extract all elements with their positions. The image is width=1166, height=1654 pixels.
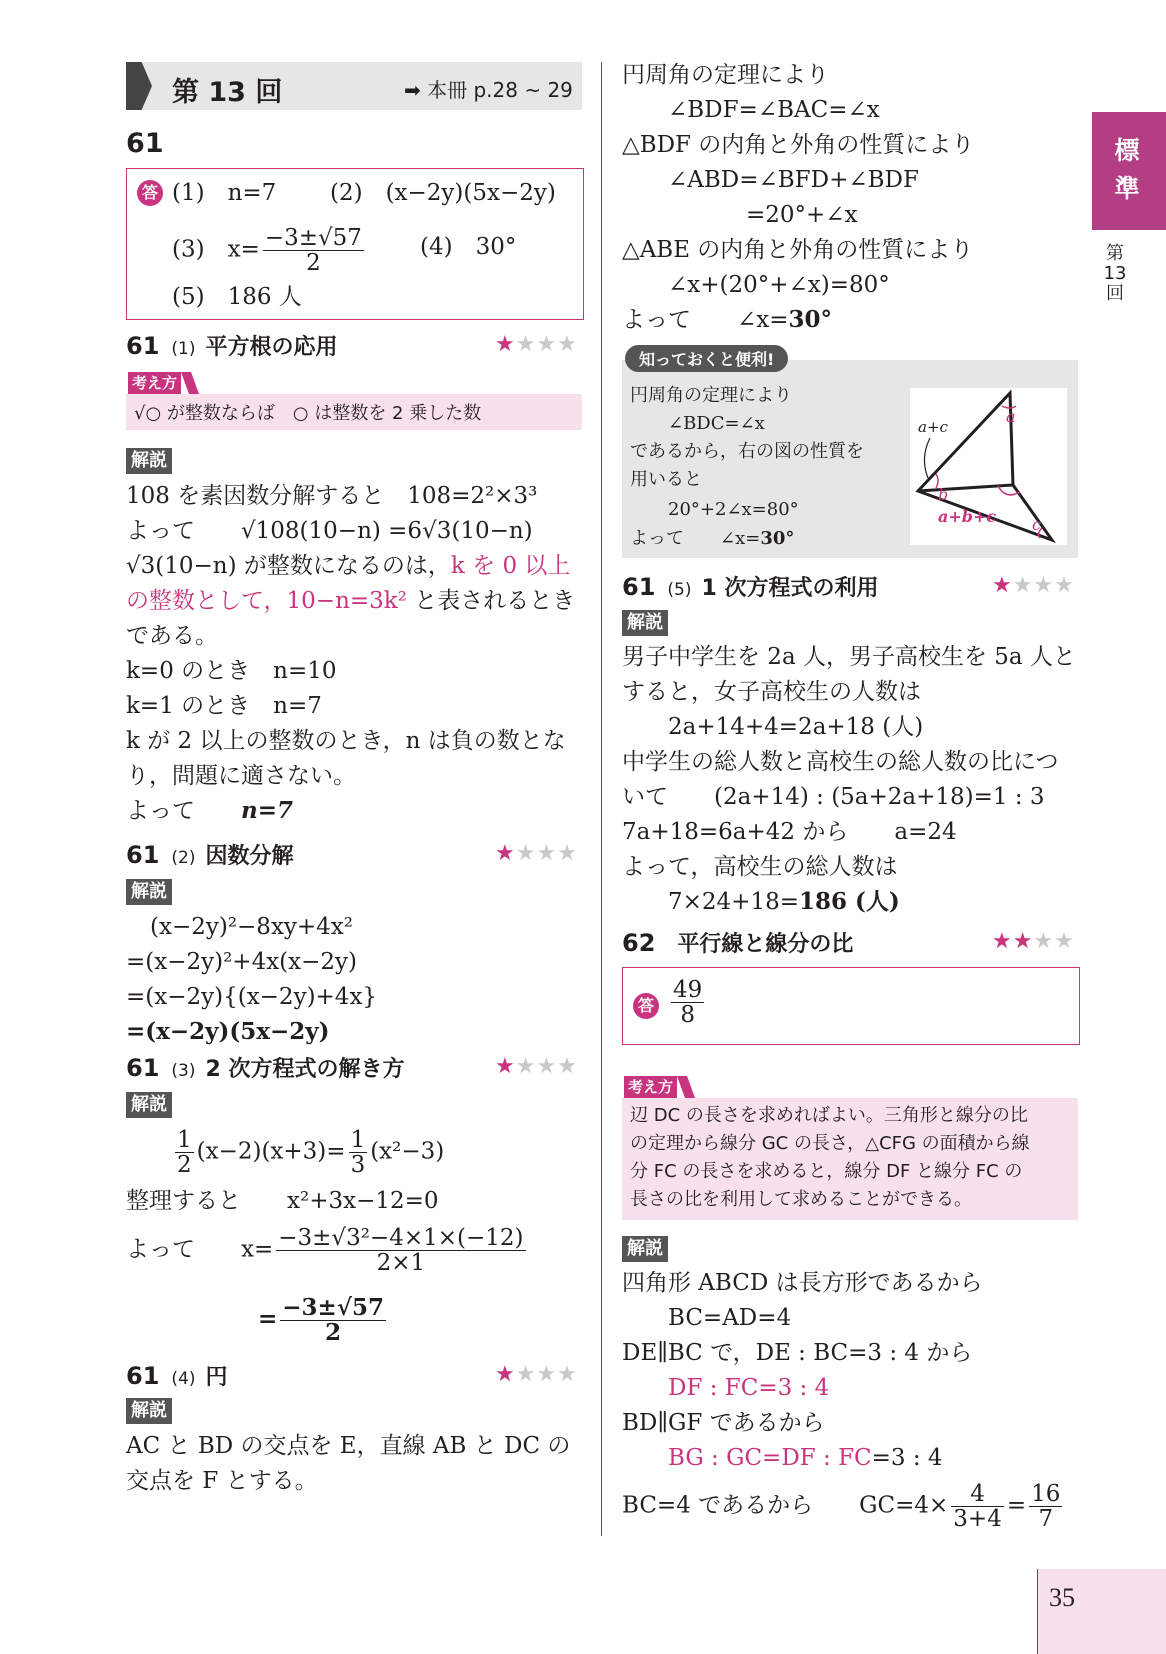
tip-line: 20°+2∠x=80°	[668, 499, 799, 520]
difficulty-stars-61-2: ★★★★	[495, 841, 578, 866]
heading-num: 61	[126, 1054, 160, 1082]
sol-line	[668, 1441, 943, 1475]
sol-line	[668, 885, 900, 919]
sol-line: k=1 のとき n=7	[126, 693, 322, 719]
tip-tag: 知っておくと便利!	[625, 345, 788, 372]
heading-part: (3)	[171, 1061, 196, 1081]
tip-line: であるから，右の図の性質を	[630, 441, 864, 462]
sol-line: いて (2a+14) : (5a+2a+18)=1 : 3	[622, 784, 1045, 810]
fraction	[349, 1128, 368, 1177]
fraction	[1029, 1482, 1062, 1531]
denominator: 2	[325, 1319, 342, 1347]
sol-line: ∠ABD=∠BFD+∠BDF	[668, 167, 919, 193]
heading-title: 平方根の応用	[205, 335, 338, 360]
fraction	[280, 1296, 386, 1345]
heading-part: (4)	[171, 1369, 196, 1389]
solution-label: 解説	[126, 1092, 172, 1118]
answer-1: (1) n=7	[172, 180, 277, 206]
sol-line: 四角形 ABCD は長方形であるから	[622, 1270, 983, 1296]
sol-text: √3(10−n) が整数になるのは，	[126, 553, 451, 579]
side-lesson-label: 第13回	[1103, 243, 1127, 304]
sol-text: と表されるとき	[406, 588, 576, 614]
numerator: 16	[1031, 1481, 1061, 1507]
difficulty-stars-62: ★★★★	[992, 929, 1075, 954]
sol-line: =(x−2y)²+4x(x−2y)	[126, 949, 357, 975]
triangle-figure	[910, 388, 1067, 545]
heading-title: 因数分解	[205, 844, 294, 869]
solution-label: 解説	[126, 1398, 172, 1424]
heading-part: (1)	[171, 339, 196, 359]
sol-line	[126, 584, 575, 618]
sol-text: (x−2)(x+3)=	[196, 1138, 346, 1165]
fraction	[175, 1128, 194, 1177]
denominator: 2×1	[376, 1250, 426, 1277]
answer-3	[172, 226, 367, 275]
solution-label: 解説	[622, 1236, 668, 1262]
section-heading-61-4	[126, 1360, 228, 1391]
sol-line: である。	[126, 623, 218, 649]
difficulty-stars-61-3: ★★★★	[495, 1054, 578, 1079]
sol-result	[258, 1296, 389, 1345]
sol-line: DE∥BC で，DE : BC=3 : 4 から	[622, 1340, 973, 1366]
denominator: 7	[1038, 1506, 1054, 1533]
hint-label: 考え方	[128, 372, 181, 394]
section-heading-61-2	[126, 839, 294, 870]
section-heading-61-3	[126, 1052, 404, 1083]
heading-title: 1 次方程式の利用	[701, 576, 879, 601]
answer-4: (4) 30°	[420, 234, 517, 260]
hint-line: の定理から線分 GC の長さ，△CFG の面積から線	[630, 1133, 1030, 1154]
heading-title: 平行線と線分の比	[677, 932, 854, 957]
tip-line	[630, 525, 794, 553]
sol-line: k が 2 以上の整数のとき，n は負の数とな	[126, 728, 566, 754]
sol-highlight: の整数として，10−n=3k²	[126, 588, 407, 614]
column-divider	[601, 62, 602, 1536]
denominator: 3+4	[953, 1506, 1002, 1533]
label-a-plus-b-plus-c: a+b+c	[938, 507, 997, 526]
hint-line: 辺 DC の長さを求めればよい。三角形と線分の比	[630, 1105, 1028, 1126]
sol-line: 交点を F とする。	[126, 1468, 318, 1494]
section-heading-62	[622, 927, 853, 958]
label-a: a	[1006, 407, 1016, 426]
hint-label: 考え方	[624, 1076, 677, 1098]
solution-label: 解説	[622, 610, 668, 636]
sol-line	[622, 1482, 1065, 1531]
answer-badge: 答	[137, 180, 163, 206]
tip-line: 用いると	[630, 469, 702, 490]
sol-line: すると，女子高校生の人数は	[622, 679, 921, 705]
sol-text: =	[1006, 1492, 1027, 1519]
sol-line: AC と BD の交点を E，直線 AB と DC の	[126, 1433, 571, 1459]
fraction	[951, 1482, 1004, 1531]
sol-highlight: DF : FC=3 : 4	[668, 1375, 830, 1401]
hint-line: 分 FC の長さを求めると，線分 DF と線分 FC の	[630, 1161, 1023, 1182]
sol-text: =3 : 4	[871, 1445, 943, 1471]
numerator: 49	[673, 977, 703, 1003]
sol-line: BD∥GF であるから	[622, 1410, 825, 1436]
sol-line	[126, 794, 293, 828]
sol-line	[172, 1128, 444, 1177]
sol-line: ∠BDF=∠BAC=∠x	[668, 97, 880, 123]
page-number: 35	[1049, 1583, 1075, 1612]
numerator: 1	[177, 1127, 192, 1153]
heading-title: 円	[205, 1365, 228, 1390]
numerator: −3±√3²−4×1×(−12)	[278, 1225, 524, 1251]
numerator: −3±√57	[282, 1294, 384, 1321]
fraction	[671, 978, 704, 1027]
heading-title: 2 次方程式の解き方	[205, 1057, 405, 1082]
hint-text: √○ が整数ならば ○ は整数を 2 乗した数	[134, 403, 482, 424]
solution-label: 解説	[126, 448, 172, 474]
label-a-plus-c: a+c	[918, 418, 948, 436]
heading-part: (2)	[171, 848, 196, 868]
fraction	[276, 1226, 525, 1275]
difficulty-stars-61-4: ★★★★	[495, 1362, 578, 1387]
label-b: b	[938, 485, 949, 504]
section-heading-61-5	[622, 571, 878, 602]
sol-result: 186 (人)	[798, 888, 900, 915]
sol-line: 2a+14+4=2a+18 (人)	[668, 714, 924, 740]
answer-3-numerator: −3±√57	[264, 225, 362, 251]
answer-badge: 答	[633, 993, 659, 1019]
sol-line: k=0 のとき n=10	[126, 658, 337, 684]
tip-line: ∠BDC=∠x	[668, 413, 765, 434]
level-tab	[1092, 112, 1166, 230]
sol-line: 円周角の定理により	[622, 62, 829, 88]
pointer-curve	[924, 438, 930, 478]
numerator: 1	[350, 1127, 366, 1153]
sol-line: =20°+∠x	[746, 202, 858, 228]
tip-result: 30°	[760, 528, 795, 549]
denominator: 2	[177, 1152, 192, 1179]
heading-num: 61	[126, 841, 160, 869]
sol-line: (x−2y)²−8xy+4x²	[150, 914, 354, 940]
sol-line: 7a+18=6a+42 から a=24	[622, 819, 957, 845]
sol-line	[622, 303, 832, 337]
sol-line: BC=AD=4	[668, 1305, 792, 1331]
sol-text: (x²−3)	[370, 1138, 445, 1165]
sol-line: ∠x+(20°+∠x)=80°	[668, 272, 890, 298]
heading-num: 61	[622, 573, 656, 601]
sol-line	[126, 1226, 529, 1275]
answer-5: (5) 186 人	[172, 284, 302, 310]
difficulty-stars-61-5: ★★★★	[992, 573, 1075, 598]
sol-result: n=7	[241, 797, 293, 824]
heading-num: 61	[126, 1362, 160, 1390]
heading-num: 62	[622, 929, 656, 957]
sol-line: 108 を素因数分解すると 108=2²×3³	[126, 483, 538, 509]
sol-line	[126, 549, 570, 583]
sol-text: =	[258, 1305, 278, 1333]
answer-3-fraction	[263, 226, 364, 275]
textbook-reference: ➡ 本冊 p.28 ~ 29	[404, 78, 573, 102]
solution-label: 解説	[126, 879, 172, 905]
sol-line: り，問題に適さない。	[126, 763, 356, 789]
answer-62	[668, 978, 707, 1027]
problem-number-61: 61	[126, 128, 164, 159]
answer-3-denominator: 2	[306, 250, 321, 277]
section-heading-61-1	[126, 330, 338, 361]
sol-result: =(x−2y)(5x−2y)	[126, 1018, 330, 1045]
tip-line: 円周角の定理により	[630, 385, 792, 406]
sol-line: よって √108(10−n) =6√3(10−n)	[126, 518, 533, 544]
chapter-title: 第 13 回	[172, 77, 283, 108]
sol-line: =(x−2y){(x−2y)+4x}	[126, 984, 378, 1010]
sol-highlight: k を 0 以上	[450, 553, 571, 579]
sol-line: △ABE の内角と外角の性質により	[622, 237, 974, 263]
denominator: 3	[350, 1152, 366, 1179]
denominator: 8	[680, 1002, 695, 1029]
sol-line: 整理すると x²+3x−12=0	[126, 1188, 439, 1214]
sol-text: よって ∠x=	[622, 307, 789, 333]
sol-text: よって x=	[126, 1236, 274, 1263]
sol-text: BC=4 であるから GC=4×	[622, 1492, 949, 1519]
difficulty-stars-61-1: ★★★★	[495, 332, 578, 357]
level-tab-label: 標準	[1114, 136, 1140, 203]
heading-part: (5)	[667, 580, 692, 600]
sol-line: △BDF の内角と外角の性質により	[622, 132, 975, 158]
sol-line: よって，高校生の総人数は	[622, 854, 898, 880]
sol-text: よって	[126, 798, 241, 824]
answer-3-label: (3) x=	[172, 236, 260, 263]
sol-highlight: BG : GC=DF : FC	[668, 1445, 872, 1471]
sol-result: 30°	[788, 306, 833, 333]
sol-text: 7×24+18=	[668, 889, 799, 915]
numerator: 4	[951, 1482, 1004, 1507]
triangle-figure-svg	[910, 388, 1067, 545]
sol-line: 中学生の総人数と高校生の総人数の比につ	[622, 749, 1059, 775]
hint-line: 長さの比を利用して求めることができる。	[630, 1189, 972, 1210]
sol-line: 男子中学生を 2a 人，男子高校生を 5a 人と	[622, 644, 1076, 670]
answer-2: (2) (x−2y)(5x−2y)	[330, 180, 556, 206]
heading-num: 61	[126, 332, 160, 360]
tip-text: よって ∠x=	[630, 528, 761, 549]
label-c: c	[1032, 515, 1041, 534]
